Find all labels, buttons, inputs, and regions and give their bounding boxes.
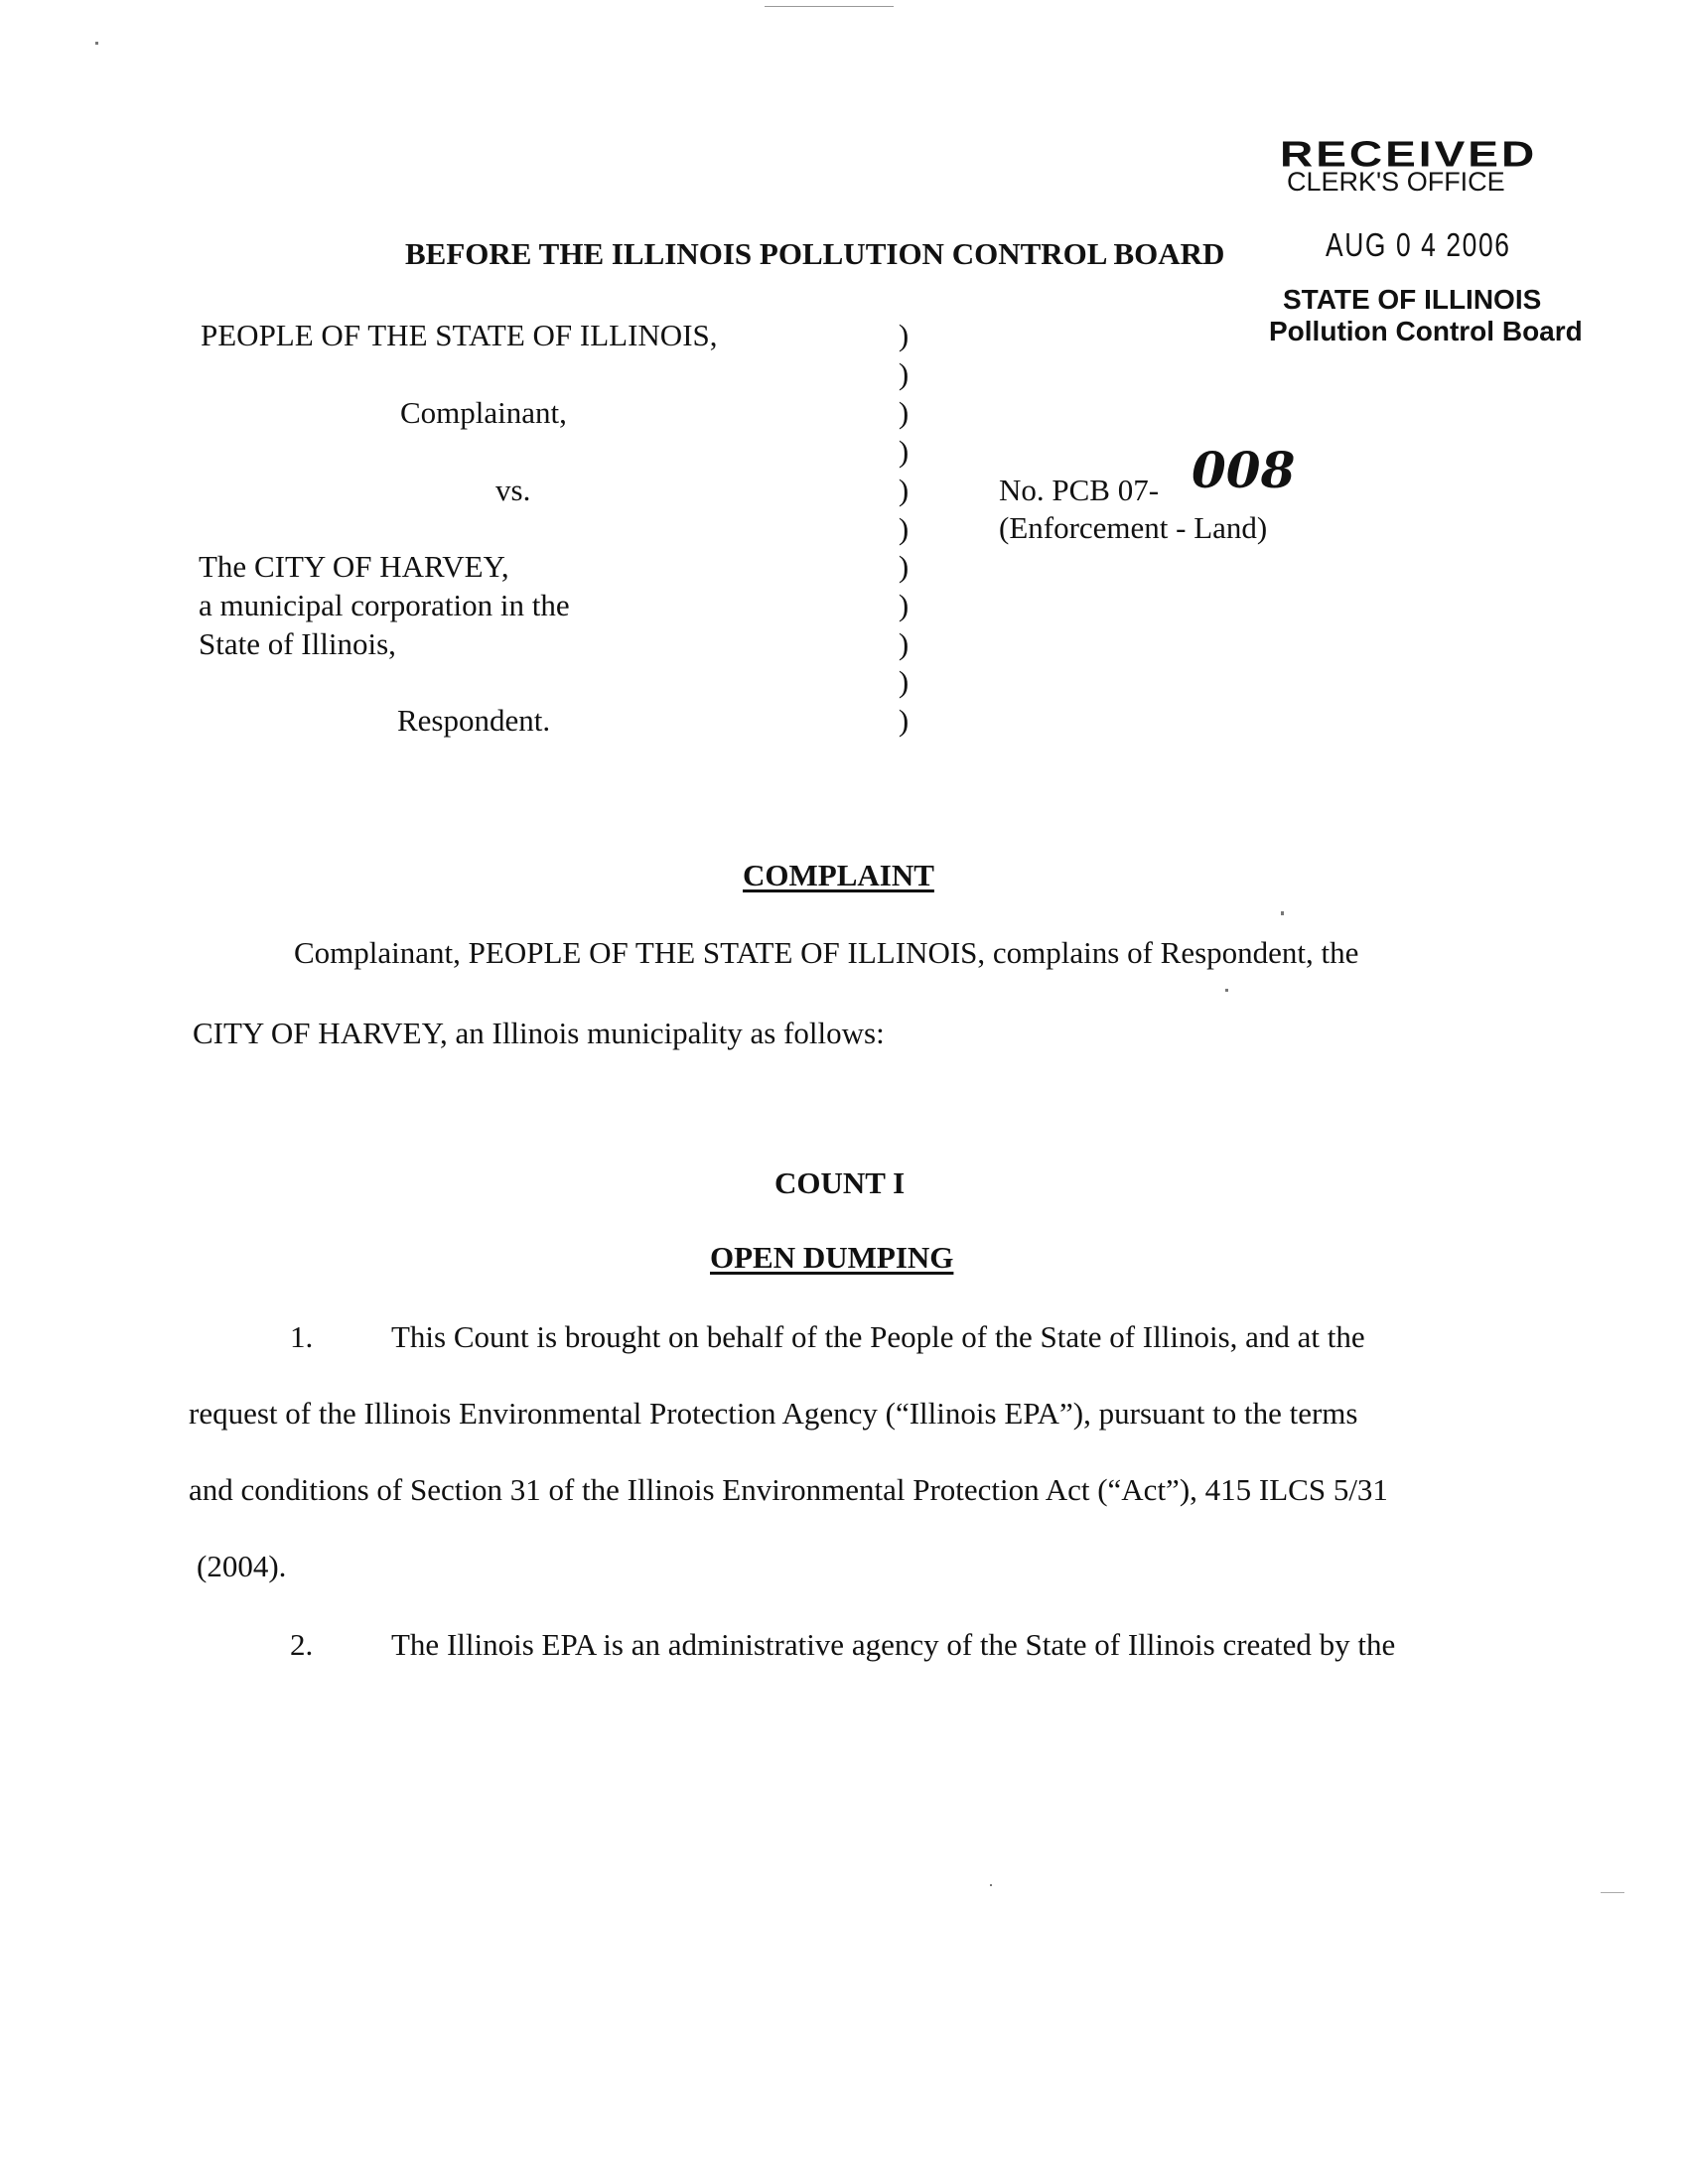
intro-line-2: CITY OF HARVEY, an Illinois municipality as follows:: [193, 1016, 885, 1050]
received-stamp-date: AUG 0 4 2006: [1326, 226, 1511, 263]
complaint-heading: COMPLAINT: [743, 858, 934, 892]
caption-paren: ): [898, 664, 910, 699]
respondent-role: Respondent.: [397, 703, 551, 738]
received-stamp-title: RECEIVED: [1280, 133, 1538, 175]
paragraph-1-line-2: request of the Illinois Environmental Protection Agency (“Illinois EPA”), pursuant to the terms: [189, 1396, 1358, 1431]
case-type: (Enforcement - Land): [999, 510, 1268, 545]
received-stamp-state: STATE OF ILLINOIS: [1283, 284, 1542, 315]
caption-paren: ): [898, 511, 910, 546]
paragraph-number: 1.: [290, 1319, 314, 1354]
count-subtitle: OPEN DUMPING: [710, 1240, 954, 1275]
paragraph-1-line-3: and conditions of Section 31 of the Illinois Environmental Protection Act (“Act”), 415 ILCS 5/31: [189, 1472, 1388, 1507]
versus-label: vs.: [495, 473, 531, 507]
court-title: BEFORE THE ILLINOIS POLLUTION CONTROL BOARD: [405, 236, 1225, 271]
received-stamp-board: Pollution Control Board: [1269, 316, 1583, 346]
paragraph-1-line-4: (2004).: [197, 1549, 287, 1583]
received-stamp-office: CLERK'S OFFICE: [1287, 167, 1505, 197]
respondent-name: The CITY OF HARVEY,: [199, 549, 509, 584]
caption-paren: ): [898, 473, 910, 507]
caption-paren: ): [898, 626, 910, 661]
paragraph-number: 2.: [290, 1627, 314, 1662]
paragraph-2-line-1: The Illinois EPA is an administrative agency of the State of Illinois created by the: [391, 1627, 1396, 1662]
intro-line-1: Complainant, PEOPLE OF THE STATE OF ILLINOIS, complains of Respondent, the: [294, 935, 1359, 970]
caption-paren: ): [898, 395, 910, 430]
complainant-role: Complainant,: [400, 395, 567, 430]
count-title: COUNT I: [774, 1165, 906, 1200]
case-number-handwritten: 008: [1192, 441, 1296, 499]
case-number-prefix: No. PCB 07-: [999, 473, 1160, 507]
caption-paren: ): [898, 588, 910, 622]
caption-paren: ): [898, 356, 910, 391]
caption-paren: ): [898, 703, 910, 738]
caption-paren: ): [898, 318, 910, 352]
caption-paren: ): [898, 434, 910, 469]
complainant-name: PEOPLE OF THE STATE OF ILLINOIS,: [201, 318, 718, 352]
caption-paren: ): [898, 549, 910, 584]
respondent-state: State of Illinois,: [199, 626, 396, 661]
paragraph-1-line-1: This Count is brought on behalf of the People of the State of Illinois, and at the: [391, 1319, 1365, 1354]
respondent-description: a municipal corporation in the: [199, 588, 570, 622]
